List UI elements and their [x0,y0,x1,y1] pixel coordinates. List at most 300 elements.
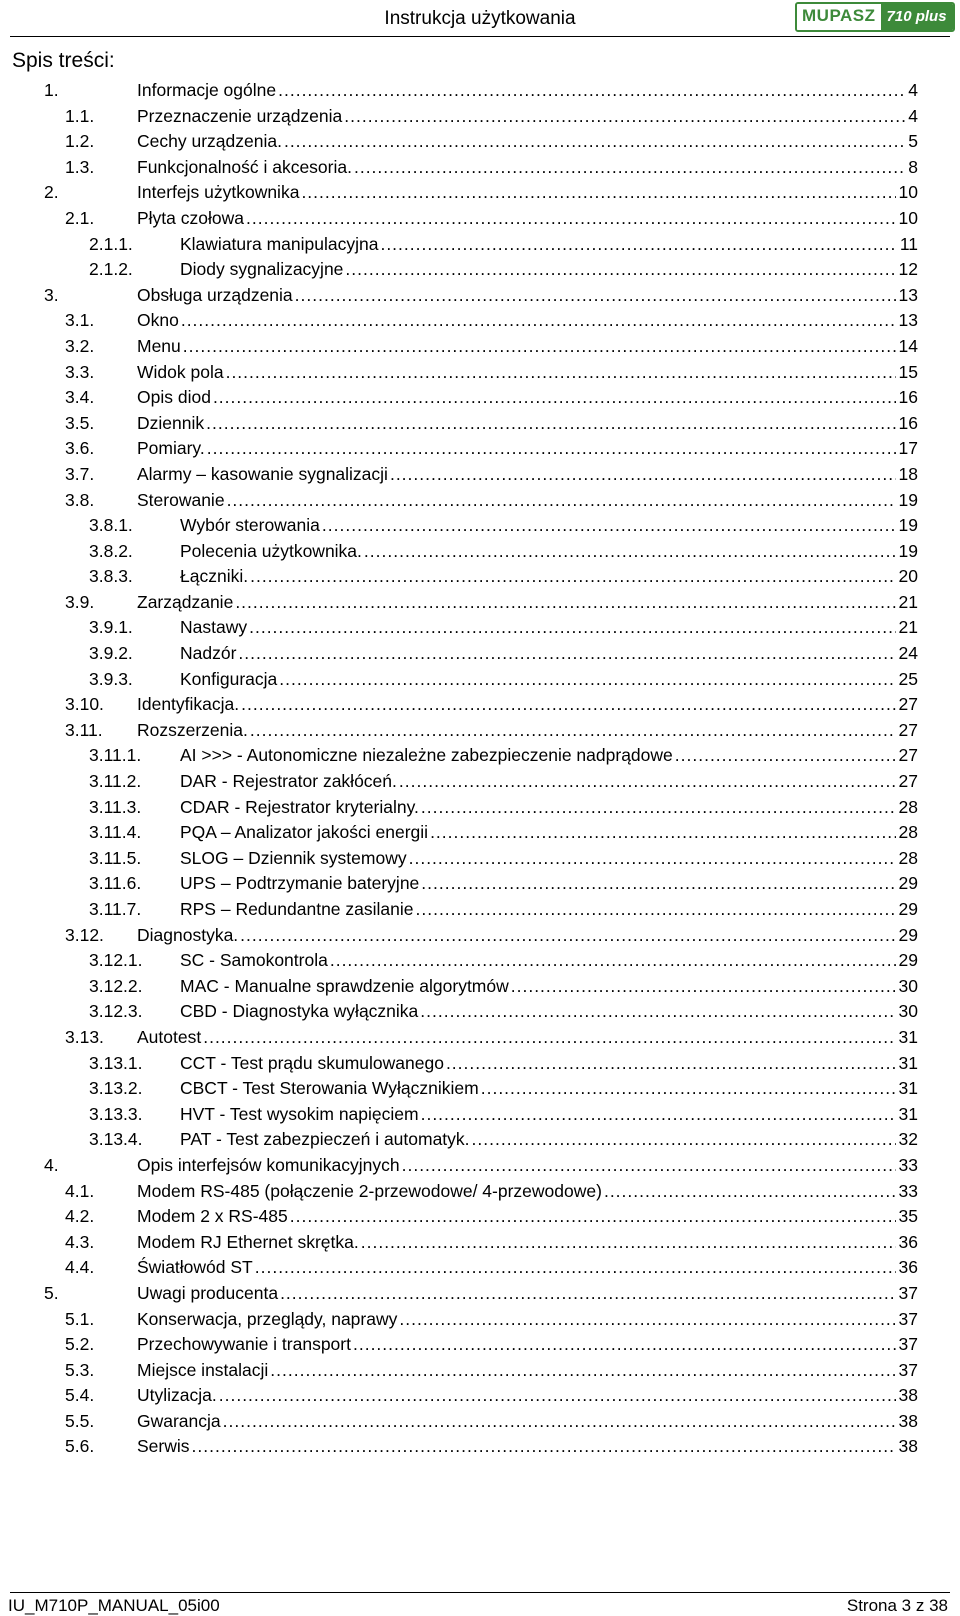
toc-entry-page[interactable]: 29 [896,948,918,974]
toc-entry-title-wrapper[interactable] [137,718,896,744]
toc-entry-title[interactable]: HVT - Test wysokim napięciem [180,1102,421,1128]
toc-entry[interactable] [0,1307,960,1333]
toc-entry-title-wrapper[interactable] [180,564,896,590]
toc-entry-page[interactable]: 12 [896,257,918,283]
toc-entry-number: 1. [44,80,59,100]
toc-entry-title[interactable]: Polecenia użytkownika. [180,539,364,565]
toc-dot-leader [278,78,905,104]
toc-entry-title[interactable]: DAR - Rejestrator zakłóceń. [180,769,399,795]
toc-entry-number: 3.6. [65,438,95,459]
toc-entry-title-wrapper[interactable] [137,334,896,360]
toc-entry-title-wrapper[interactable] [180,641,896,667]
toc-entry-number: 3.8. [65,489,95,510]
toc-dot-leader [241,692,896,718]
toc-entry-title-wrapper[interactable] [137,1281,896,1307]
toc-entry[interactable] [0,232,960,258]
toc-entry-title-wrapper[interactable] [180,743,896,769]
toc-entry[interactable] [0,667,960,693]
toc-entry[interactable] [0,104,960,130]
toc-dot-leader [420,999,896,1025]
toc-dot-leader [219,1383,896,1409]
logo-brand: MUPASZ [797,4,881,30]
toc-entry-title-wrapper[interactable] [137,1153,896,1179]
toc-entry-number: 3.12.1. [89,950,143,971]
toc-entry-page[interactable]: 18 [896,462,918,488]
toc-entry-title[interactable]: PQA – Analizator jakości energii [180,820,430,846]
toc-entry-number: 4.3. [65,1231,95,1252]
toc-dot-leader [344,104,905,130]
toc-entry-title-wrapper[interactable] [137,1307,896,1333]
toc-entry[interactable] [0,1255,960,1281]
toc-entry-title-wrapper[interactable] [137,385,896,411]
toc-entry[interactable] [0,180,960,206]
toc-entry-page[interactable]: 28 [896,795,918,821]
toc-entry[interactable] [0,718,960,744]
toc-entry-page[interactable]: 28 [896,820,918,846]
toc-entry-title-wrapper[interactable] [180,846,896,872]
toc-entry-title-wrapper[interactable] [137,436,896,462]
toc-entry-page[interactable]: 30 [896,999,918,1025]
toc-entry-page[interactable]: 8 [905,155,918,181]
toc-dot-leader [301,180,896,206]
toc-entry-page[interactable]: 17 [896,436,918,462]
toc-entry-title-wrapper[interactable] [180,513,896,539]
toc-dot-leader [416,897,897,923]
toc-dot-leader [361,1230,896,1256]
toc-dot-leader [227,488,896,514]
toc-entry-number: 3.4. [65,387,95,408]
toc-entry-page[interactable]: 25 [896,667,918,693]
toc-entry[interactable] [0,1025,960,1051]
toc-entry-title-wrapper[interactable] [180,999,896,1025]
toc-entry[interactable] [0,820,960,846]
toc-dot-leader [380,232,897,258]
toc-entry[interactable] [0,1358,960,1384]
toc-entry-number: 2.1.2. [89,259,133,280]
toc-entry-page[interactable]: 38 [896,1409,918,1435]
toc-entry[interactable] [0,871,960,897]
toc-entry-title[interactable]: Obsługa urządzenia [137,283,295,309]
toc-entry[interactable] [0,334,960,360]
toc-entry[interactable] [0,564,960,590]
toc-entry-number: 1.1. [65,105,95,126]
toc-entry-page[interactable]: 38 [896,1383,918,1409]
toc-entry-page[interactable]: 21 [896,590,918,616]
toc-entry-title[interactable]: Wybór sterowania [180,513,322,539]
toc-entry-title[interactable]: Opis diod [137,385,213,411]
toc-dot-leader [235,590,896,616]
toc-entry-number: 3.11.1. [89,745,142,766]
toc-entry[interactable] [0,974,960,1000]
toc-entry[interactable] [0,1153,960,1179]
toc-entry-page[interactable]: 33 [896,1179,918,1205]
toc-dot-leader [472,1127,896,1153]
toc-dot-leader [240,923,896,949]
toc-entry-number: 1.3. [65,156,95,177]
toc-entry-title-wrapper[interactable] [180,539,896,565]
toc-entry[interactable] [0,360,960,386]
toc-entry-title-wrapper[interactable] [137,488,896,514]
toc-entry-title-wrapper[interactable] [137,411,896,437]
toc-dot-leader [249,615,896,641]
toc-entry-page[interactable]: 31 [896,1076,918,1102]
toc-entry-title-wrapper[interactable] [137,155,905,181]
toc-entry-title[interactable]: Konfiguracja [180,667,279,693]
toc-entry-title-wrapper[interactable] [180,1051,896,1077]
toc-entry-title[interactable]: Informacje ogólne [137,78,278,104]
toc-entry-title[interactable]: SC - Samokontrola [180,948,330,974]
toc-entry[interactable] [0,1434,960,1460]
toc-entry-title[interactable]: Modem RJ Ethernet skrętka. [137,1230,361,1256]
toc-entry-page[interactable]: 29 [896,897,918,923]
toc-entry-title[interactable]: Światłowód ST [137,1255,255,1281]
toc-entry-title-wrapper[interactable] [137,1332,896,1358]
toc-entry-title[interactable]: Pomiary. [137,436,207,462]
toc-dot-leader [206,411,896,437]
toc-entry-title[interactable]: AI >>> - Autonomiczne niezależne zabezpieczenie nadprądowe [180,743,675,769]
toc-entry[interactable] [0,1332,960,1358]
toc-entry-title[interactable]: CBD - Diagnostyka wyłącznika [180,999,420,1025]
toc-entry-title-wrapper[interactable] [137,1255,896,1281]
toc-title: Spis treści: [12,49,115,72]
toc-entry-title-wrapper[interactable] [137,692,896,718]
toc-entry-number: 2. [44,182,59,203]
toc-entry[interactable] [0,692,960,718]
toc-entry[interactable] [0,539,960,565]
toc-entry-title-wrapper[interactable] [137,360,896,386]
toc-entry-page[interactable]: 4 [905,78,918,104]
toc-entry[interactable] [0,897,960,923]
toc-entry-title[interactable]: Serwis [137,1434,192,1460]
toc-entry-number: 5.4. [65,1385,95,1406]
toc-entry[interactable] [0,923,960,949]
toc-entry-number: 4.2. [65,1206,95,1227]
toc-dot-leader [183,334,896,360]
toc-entry[interactable] [0,385,960,411]
toc-entry-title[interactable]: Konserwacja, przeglądy, naprawy [137,1307,399,1333]
toc-entry[interactable] [0,78,960,104]
toc-entry-number: 3.12.3. [89,1001,143,1022]
toc-entry-title-wrapper[interactable] [137,1204,896,1230]
toc-dot-leader [250,564,896,590]
toc-entry-title-wrapper[interactable] [137,1434,896,1460]
toc-entry[interactable] [0,488,960,514]
toc-entry-title-wrapper[interactable] [180,1127,896,1153]
toc-entry-title-wrapper[interactable] [137,104,905,130]
toc-entry-title-wrapper[interactable] [180,1102,896,1128]
toc-entry-page[interactable]: 33 [896,1153,918,1179]
toc-entry-title[interactable]: Diagnostyka. [137,923,240,949]
toc-entry[interactable] [0,462,960,488]
toc-entry[interactable] [0,257,960,283]
toc-dot-leader [430,820,896,846]
toc-entry-title-wrapper[interactable] [180,667,896,693]
toc-entry-page[interactable]: 36 [896,1255,918,1281]
toc-entry-page[interactable]: 4 [905,104,918,130]
toc-entry-page[interactable]: 10 [896,180,918,206]
toc-entry-page[interactable]: 31 [896,1102,918,1128]
toc-entry-page[interactable]: 16 [896,385,918,411]
toc-entry-title-wrapper[interactable] [180,871,896,897]
toc-entry-page[interactable]: 13 [896,283,918,309]
toc-entry[interactable] [0,206,960,232]
toc-entry-page[interactable]: 27 [896,692,918,718]
toc-entry-title-wrapper[interactable] [180,769,896,795]
toc-entry[interactable] [0,283,960,309]
toc-entry[interactable] [0,948,960,974]
toc-entry-title-wrapper[interactable] [180,615,896,641]
toc-entry-page[interactable]: 28 [896,846,918,872]
toc-entry[interactable] [0,1179,960,1205]
toc-entry-title[interactable]: Identyfikacja. [137,692,241,718]
toc-entry-title[interactable]: Okno [137,308,181,334]
toc-dot-leader [284,129,905,155]
toc-dot-leader [295,283,896,309]
toc-entry-page[interactable]: 37 [896,1358,918,1384]
toc-dot-leader [446,1051,896,1077]
toc-entry-title-wrapper[interactable] [180,974,896,1000]
toc-dot-leader [511,974,896,1000]
toc-dot-leader [421,795,896,821]
toc-entry-page[interactable]: 37 [896,1281,918,1307]
toc-entry-number: 3.9.3. [89,668,133,689]
toc-entry[interactable] [0,1204,960,1230]
toc-entry-number: 5.3. [65,1359,95,1380]
toc-entry-title[interactable]: Opis interfejsów komunikacyjnych [137,1153,402,1179]
toc-entry-number: 3.9.2. [89,643,133,664]
toc-dot-leader [364,539,896,565]
toc-entry-page[interactable]: 19 [896,488,918,514]
toc-entry[interactable] [0,1230,960,1256]
toc-entry-page[interactable]: 27 [896,769,918,795]
toc-entry-title-wrapper[interactable] [137,1409,896,1435]
toc-entry[interactable] [0,129,960,155]
toc-entry-title[interactable]: Cechy urządzenia. [137,129,284,155]
toc-dot-leader [181,308,896,334]
toc-dot-leader [353,1332,896,1358]
toc-entry-title[interactable]: Miejsce instalacji [137,1358,270,1384]
toc-entry-title-wrapper[interactable] [180,1076,896,1102]
toc-entry[interactable] [0,155,960,181]
toc-entry-page[interactable]: 36 [896,1230,918,1256]
toc-entry-page[interactable]: 11 [897,232,918,258]
toc-entry-title[interactable]: Rozszerzenia. [137,718,250,744]
toc-entry-page[interactable]: 24 [896,641,918,667]
toc-entry[interactable] [0,999,960,1025]
footer-doc-id: IU_M710P_MANUAL_05i00 [8,1596,220,1615]
toc-entry-title[interactable]: Alarmy – kasowanie sygnalizacji [137,462,390,488]
toc-entry[interactable] [0,590,960,616]
toc-entry-title-wrapper[interactable] [137,1383,896,1409]
toc-entry[interactable] [0,1409,960,1435]
toc-entry[interactable] [0,743,960,769]
toc-entry-title[interactable]: MAC - Manualne sprawdzenie algorytmów [180,974,511,1000]
toc-entry-title-wrapper[interactable] [137,180,896,206]
toc-entry-page[interactable]: 13 [896,308,918,334]
toc-entry-title-wrapper[interactable] [137,923,896,949]
toc-entry-page[interactable]: 29 [896,923,918,949]
toc-entry-title[interactable]: UPS – Podtrzymanie bateryjne [180,871,421,897]
logo-model: 710 plus [881,4,953,30]
toc-entry-title[interactable]: Nastawy [180,615,249,641]
toc-entry-page[interactable]: 19 [896,513,918,539]
toc-entry-number: 4. [44,1154,59,1175]
toc-entry-number: 3.8.2. [89,540,133,561]
toc-entry-title[interactable]: Utylizacja. [137,1383,219,1409]
toc-entry[interactable] [0,1383,960,1409]
toc-entry-title[interactable]: Uwagi producenta [137,1281,280,1307]
toc-entry-number: 4.1. [65,1180,95,1201]
toc-entry-number: 4.4. [65,1257,95,1278]
toc-entry-page[interactable]: 27 [896,743,918,769]
toc-entry-title-wrapper[interactable] [180,820,896,846]
toc-entry-title-wrapper[interactable] [137,1025,896,1051]
toc-entry[interactable] [0,411,960,437]
toc-entry[interactable] [0,1127,960,1153]
toc-entry-title[interactable]: Przechowywanie i transport [137,1332,353,1358]
toc-entry-title-wrapper[interactable] [137,1179,896,1205]
toc-entry-page[interactable]: 16 [896,411,918,437]
toc-entry-number: 3.8.3. [89,566,133,587]
toc-entry-number: 3.2. [65,335,95,356]
toc-entry-page[interactable]: 20 [896,564,918,590]
toc-entry-number: 3.10. [65,694,104,715]
toc-entry-title[interactable]: Płyta czołowa [137,206,246,232]
toc-entry-title[interactable]: PAT - Test zabezpieczeń i automatyk. [180,1127,472,1153]
toc-entry[interactable] [0,641,960,667]
toc-entry-page[interactable]: 37 [896,1307,918,1333]
toc-entry-page[interactable]: 29 [896,871,918,897]
toc-entry[interactable] [0,513,960,539]
toc-entry-title[interactable]: Diody sygnalizacyjne [180,257,345,283]
toc-entry-title-wrapper[interactable] [137,1358,896,1384]
toc-entry-title[interactable]: Nadzór [180,641,238,667]
toc-entry-number: 5.2. [65,1334,95,1355]
toc-entry-title-wrapper[interactable] [137,462,896,488]
toc-entry-page[interactable]: 21 [896,615,918,641]
toc-entry-title[interactable]: SLOG – Dziennik systemowy [180,846,409,872]
toc-dot-leader [604,1179,896,1205]
toc-entry-page[interactable]: 31 [896,1051,918,1077]
toc-dot-leader [290,1204,896,1230]
toc-entry-number: 3.13.2. [89,1078,143,1099]
toc-dot-leader [481,1076,896,1102]
toc-dot-leader [402,1153,896,1179]
toc-dot-leader [345,257,896,283]
toc-dot-leader [270,1358,896,1384]
toc-dot-leader [207,436,896,462]
toc-entry-page[interactable]: 35 [896,1204,918,1230]
toc-entry[interactable] [0,615,960,641]
toc-entry-title[interactable]: Przeznaczenie urządzenia [137,104,344,130]
toc-dot-leader [213,385,896,411]
toc-entry-title-wrapper[interactable] [137,308,896,334]
toc-entry-title-wrapper[interactable] [180,897,896,923]
toc-entry-title[interactable]: Menu [137,334,183,360]
toc-entry-title[interactable]: Modem RS-485 (połączenie 2-przewodowe/ 4-przewodowe) [137,1179,604,1205]
toc-entry[interactable] [0,308,960,334]
toc-entry-title-wrapper[interactable] [180,948,896,974]
toc-entry-page[interactable]: 38 [896,1434,918,1460]
toc-entry-page[interactable]: 37 [896,1332,918,1358]
toc-entry-title[interactable]: Widok pola [137,360,226,386]
toc-entry-number: 3.11.6. [89,873,142,894]
toc-entry-title[interactable]: Modem 2 x RS-485 [137,1204,290,1230]
toc-entry-number: 5.5. [65,1410,95,1431]
toc-entry-page[interactable]: 31 [896,1025,918,1051]
toc-dot-leader [223,1409,896,1435]
toc-entry[interactable] [0,1102,960,1128]
toc-dot-leader [279,667,896,693]
toc-entry-title[interactable]: Sterowanie [137,488,227,514]
toc-entry[interactable] [0,1076,960,1102]
toc-entry-title[interactable]: Zarządzanie [137,590,235,616]
toc-entry-number: 5.6. [65,1436,95,1457]
toc-entry-page[interactable]: 19 [896,539,918,565]
toc-entry[interactable] [0,795,960,821]
toc-entry-title[interactable]: Dziennik [137,411,206,437]
toc-entry-title[interactable]: Klawiatura manipulacyjna [180,232,380,258]
toc-entry-title[interactable]: Łączniki. [180,564,250,590]
toc-entry-title[interactable]: RPS – Redundantne zasilanie [180,897,416,923]
toc-entry-title-wrapper[interactable] [137,129,905,155]
toc-entry-title-wrapper[interactable] [137,590,896,616]
toc-entry-number: 1.2. [65,131,95,152]
toc-entry-number: 5.1. [65,1308,95,1329]
toc-entry-page[interactable]: 14 [896,334,918,360]
toc-entry-page[interactable]: 32 [896,1127,918,1153]
toc-entry-title-wrapper[interactable] [180,232,897,258]
toc-entry-title[interactable]: Autotest [137,1025,203,1051]
footer-page-info: Strona 3 z 38 [846,1596,948,1615]
toc-entry-title-wrapper[interactable] [137,283,896,309]
toc-entry-page[interactable]: 15 [896,360,918,386]
toc-entry-title[interactable]: Gwarancja [137,1409,223,1435]
toc-entry-title-wrapper[interactable] [180,257,896,283]
toc-dot-leader [246,206,896,232]
toc-entry[interactable] [0,846,960,872]
toc-entry-page[interactable]: 5 [905,129,918,155]
toc-entry-title[interactable]: Interfejs użytkownika [137,180,301,206]
toc-entry[interactable] [0,769,960,795]
toc-entry-number: 3.13.3. [89,1103,143,1124]
toc-entry-title[interactable]: Funkcjonalność i akcesoria. [137,155,354,181]
toc-entry-title-wrapper[interactable] [137,78,905,104]
toc-entry[interactable] [0,1281,960,1307]
toc-entry-title-wrapper[interactable] [137,206,896,232]
toc-dot-leader [390,462,896,488]
toc-entry[interactable] [0,1051,960,1077]
toc-entry[interactable] [0,436,960,462]
toc-entry-page[interactable]: 30 [896,974,918,1000]
toc-entry-number: 3.13. [65,1026,104,1047]
toc-entry-title-wrapper[interactable] [180,795,896,821]
toc-dot-leader [255,1255,896,1281]
toc-entry-title[interactable]: CCT - Test prądu skumulowanego [180,1051,446,1077]
toc-entry-title[interactable]: CBCT - Test Sterowania Wyłącznikiem [180,1076,481,1102]
toc-entry-title[interactable]: CDAR - Rejestrator kryterialny. [180,795,421,821]
toc-entry-number: 2.1. [65,207,95,228]
toc-entry-number: 3.11.2. [89,771,142,792]
toc-entry-title-wrapper[interactable] [137,1230,896,1256]
toc-entry-page[interactable]: 27 [896,718,918,744]
toc-entry-number: 3. [44,284,59,305]
toc-dot-leader [322,513,896,539]
toc-entry-number: 3.13.4. [89,1129,143,1150]
toc-entry-number: 2.1.1. [89,233,133,254]
toc-entry-number: 3.11. [65,719,103,740]
toc-entry-page[interactable]: 10 [896,206,918,232]
